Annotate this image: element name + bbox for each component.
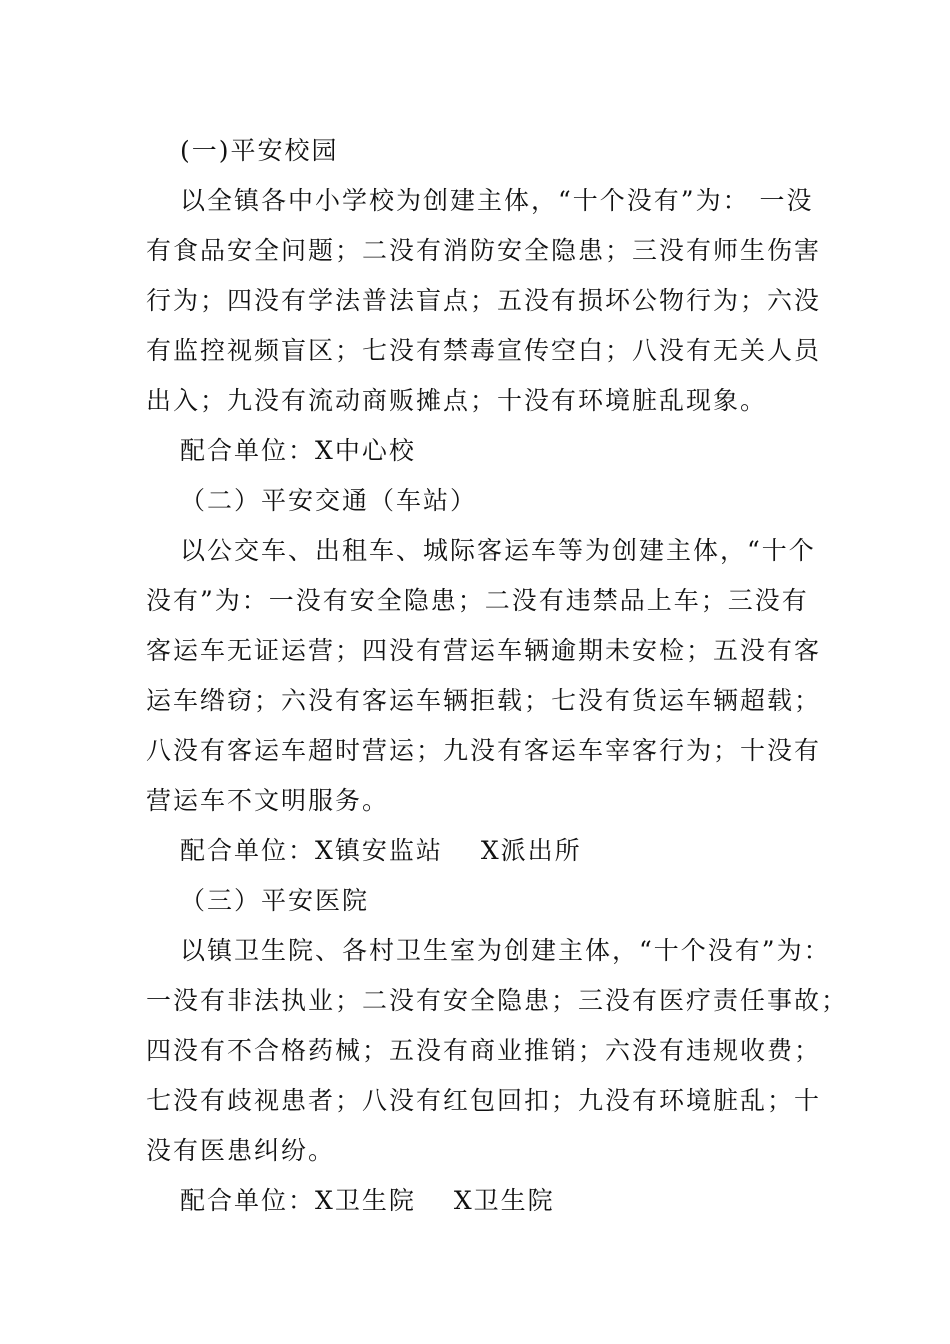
partner-unit: X派出所 (480, 836, 582, 865)
body-line: 行为；四没有学法普法盲点；五没有损坏公物行为；六没 (146, 286, 822, 315)
body-line: 有监控视频盲区；七没有禁毒宣传空白；八没有无关人员 (146, 336, 822, 365)
body-line: 一没有非法执业；二没有安全隐患；三没有医疗责任事故； (146, 986, 849, 1015)
body-line: 以镇卫生院、各村卫生室为创建主体，“十个没有”为： (180, 936, 831, 965)
section-heading: （二）平安交通（车站） (180, 486, 478, 515)
partner-label: 配合单位： (180, 436, 316, 465)
section-heading: (一)平安校园 (180, 136, 339, 165)
partner-unit: X卫生院 (453, 1186, 555, 1215)
body-line: 七没有歧视患者；八没有红包回扣；九没有环境脏乱；十 (146, 1086, 822, 1115)
body-line: 营运车不文明服务。 (146, 786, 390, 815)
body-line: 以公交车、出租车、城际客运车等为创建主体，“十个 (180, 536, 816, 565)
partner-unit: X卫生院 (315, 1186, 416, 1215)
body-line: 客运车无证运营；四没有营运车辆逾期未安检；五没有客 (146, 636, 822, 665)
partner-label: 配合单位： (180, 836, 316, 865)
section-heading: （三）平安医院 (180, 886, 370, 915)
body-line: 以全镇各中小学校为创建主体，“十个没有”为： 一没 (180, 186, 814, 215)
partner-unit: X中心校 (315, 436, 416, 465)
partner-units-line (180, 434, 416, 468)
partner-units-line (180, 834, 582, 868)
body-line: 出入；九没有流动商贩摊点；十没有环境脏乱现象。 (146, 386, 768, 415)
body-line: 四没有不合格药械；五没有商业推销；六没有违规收费； (146, 1036, 822, 1065)
partner-unit: X镇安监站 (315, 836, 443, 865)
body-line: 八没有客运车超时营运；九没有客运车宰客行为；十没有 (146, 736, 822, 765)
body-line: 没有”为：一没有安全隐患；二没有违禁品上车；三没有 (146, 586, 809, 615)
body-line: 有食品安全问题；二没有消防安全隐患；三没有师生伤害 (146, 236, 822, 265)
partner-units-line (180, 1184, 555, 1218)
body-line: 运车绺窃；六没有客运车辆拒载；七没有货运车辆超载； (146, 686, 822, 715)
partner-label: 配合单位： (180, 1186, 316, 1215)
body-line: 没有医患纠纷。 (146, 1136, 336, 1165)
